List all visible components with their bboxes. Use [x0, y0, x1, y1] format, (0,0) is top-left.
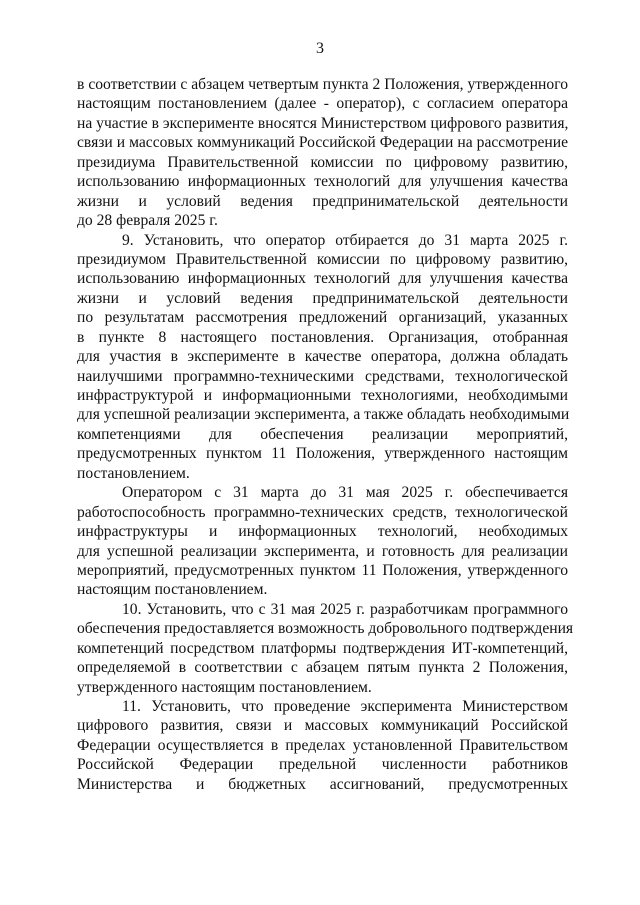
text-line: работоспособность программно-технических средств, технологической: [77, 503, 568, 521]
text-line: инфраструктуры и информационных технологий, необходимых: [77, 523, 568, 541]
text-line: компетенций посредством платформы подтверждения ИТ-компетенций,: [77, 639, 568, 657]
paragraph: [77, 231, 568, 484]
text-line: на участие в эксперименте вносятся Министерством цифрового развития,: [77, 114, 569, 132]
text-line: в соответствии с абзацем четвертым пункта 2 Положения, утвержденного: [77, 76, 568, 93]
paragraph: [77, 600, 574, 697]
text-line: определяемой в соответствии с абзацем пятым пункта 2 Положения,: [77, 659, 568, 677]
text-line: жизни и условий ведения предпринимательской деятельности: [77, 192, 568, 210]
text-line: использованию информационных технологий для улучшения качества: [77, 270, 568, 288]
text-line: жизни и условий ведения предпринимательской деятельности: [77, 289, 568, 307]
text-line: 11. Установить, что проведение эксперимента Министерством: [122, 698, 568, 715]
paragraph: [77, 483, 568, 600]
text-line: Федерации осуществляется в пределах установленной Правительством: [77, 736, 568, 754]
page-number: 3: [316, 40, 324, 57]
text-line: для успешной реализации эксперимента, и готовность для реализации: [77, 542, 568, 560]
text-line: 10. Установить, что с 31 мая 2025 г. разработчикам программного: [122, 600, 568, 618]
text-line: обеспечения предоставляется возможность добровольного подтверждения: [77, 620, 574, 638]
text-line: постановлением.: [77, 464, 190, 482]
paragraph: [77, 697, 568, 794]
text-line: наилучшими программно-техническими средствами, технологической: [77, 367, 568, 385]
text-line: для успешной реализации эксперимента, а также обладать необходимыми: [77, 406, 570, 424]
text-line: Российской Федерации предельной численности работников: [77, 756, 568, 774]
paragraph: [77, 75, 568, 231]
text-line: Министерства и бюджетных ассигнований, предусмотренных: [77, 775, 568, 793]
text-line: инфраструктурой и информационными технологиями, необходимыми: [77, 387, 568, 404]
text-line: связи и массовых коммуникаций Российской Федерации на рассмотрение: [77, 134, 568, 152]
text-line: президиумом Правительственной комиссии по цифровому развитию,: [77, 250, 568, 268]
text-line: утвержденного настоящим постановлением.: [77, 678, 372, 696]
text-line: использованию информационных технологий для улучшения качества: [77, 173, 568, 191]
text-line: мероприятий, предусмотренных пунктом 11 Положения, утвержденного: [77, 561, 568, 579]
text-line: предусмотренных пунктом 11 Положения, утвержденного настоящим: [77, 445, 568, 463]
document-body: [77, 75, 574, 794]
text-line: компетенциями для обеспечения реализации мероприятий,: [77, 425, 568, 443]
text-line: цифрового развития, связи и массовых коммуникаций Российской: [77, 717, 568, 735]
text-line: до 28 февраля 2025 г.: [77, 212, 218, 230]
text-line: Оператором с 31 марта до 31 мая 2025 г. обеспечивается: [122, 484, 568, 502]
text-line: по результатам рассмотрения предложений организаций, указанных: [77, 309, 568, 327]
text-line: настоящим постановлением.: [77, 581, 268, 599]
text-line: президиума Правительственной комиссии по цифровому развитию,: [77, 153, 568, 171]
text-line: в пункте 8 настоящего постановления. Организация, отобранная: [77, 328, 568, 346]
text-line: настоящим постановлением (далее - оператор), с согласием оператора: [77, 95, 568, 113]
text-line: для участия в эксперименте в качестве оператора, должна обладать: [77, 348, 568, 366]
text-line: 9. Установить, что оператор отбирается до 31 марта 2025 г.: [122, 231, 568, 249]
